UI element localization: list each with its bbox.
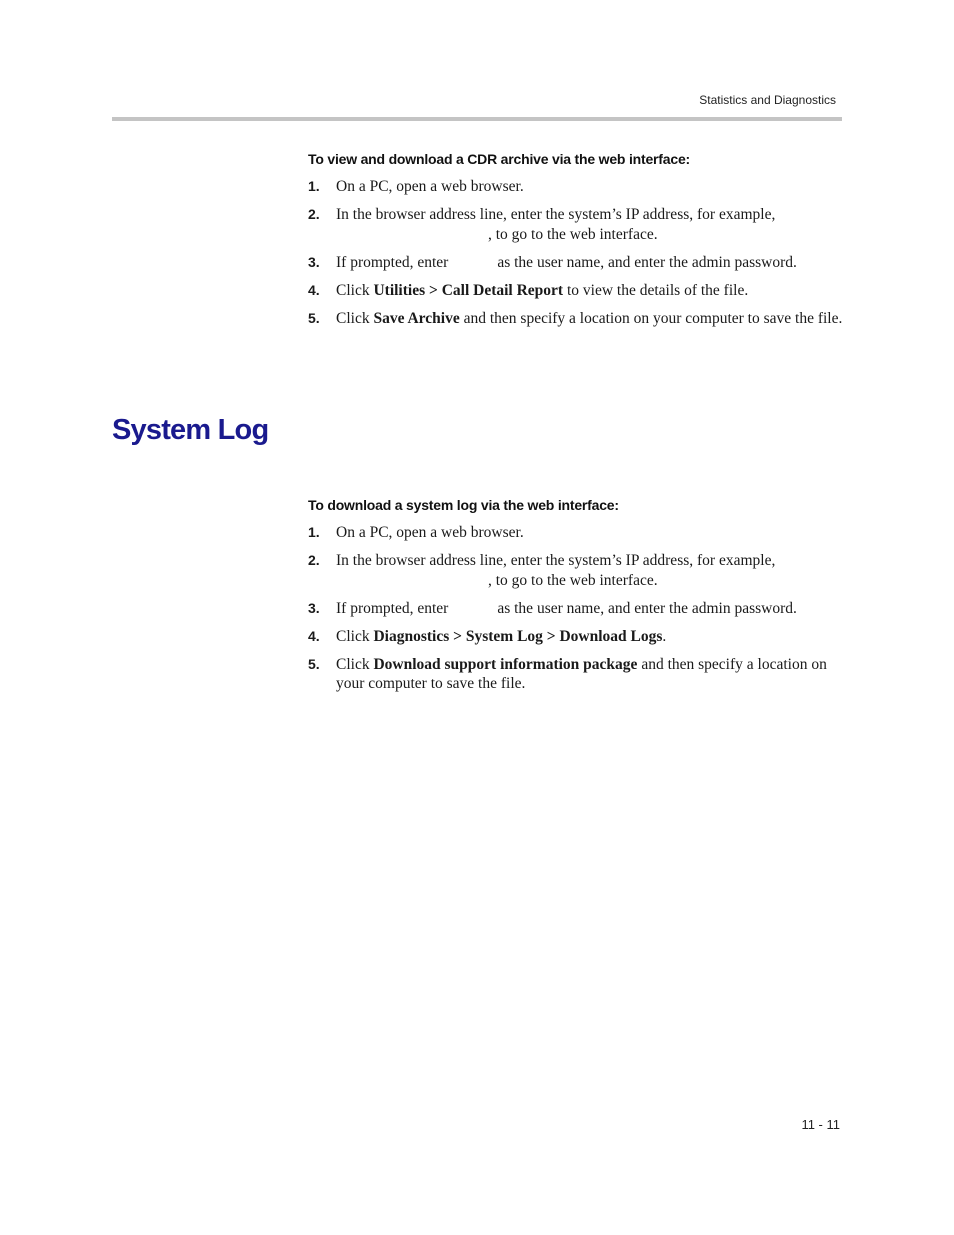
step-5 xyxy=(308,655,843,694)
step-list xyxy=(308,177,843,328)
procedure-title: To download a system log via the web interface: xyxy=(308,497,619,513)
step-number: 2. xyxy=(308,206,320,222)
step-number: 5. xyxy=(308,309,320,326)
menu-path: Diagnostics > System Log > Download Logs xyxy=(373,627,663,645)
running-header: Statistics and Diagnostics xyxy=(699,93,836,107)
step-text: Click xyxy=(336,627,374,645)
step-text-continued: and then specify a location on your computer to save the file. xyxy=(336,655,827,692)
menu-path: Utilities > Call Detail Report xyxy=(373,281,564,299)
step-1 xyxy=(308,177,843,197)
step-text-continued: . xyxy=(662,627,667,645)
step-1 xyxy=(308,523,843,543)
step-number: 1. xyxy=(308,178,320,194)
step-text-continued: to view the details of the file. xyxy=(563,281,749,299)
button-name: Download support information package xyxy=(373,655,638,673)
step-2 xyxy=(308,551,843,590)
step-text-continued: and then specify a location on your computer to save the file. xyxy=(459,309,843,327)
step-text: If prompted, enter xyxy=(336,599,449,617)
step-number: 5. xyxy=(308,655,320,672)
step-text: If prompted, enter xyxy=(336,253,449,271)
step-text: Click xyxy=(336,655,374,673)
header-rule xyxy=(112,117,842,121)
step-2 xyxy=(308,205,843,244)
step-number: 2. xyxy=(308,552,320,568)
step-number: 4. xyxy=(308,281,320,298)
button-name: Save Archive xyxy=(373,309,460,327)
step-3 xyxy=(308,253,843,273)
step-text: In the browser address line, enter the system’s IP address, for example, xyxy=(336,552,776,569)
step-number: 3. xyxy=(308,599,320,616)
section-title: System Log xyxy=(112,414,269,446)
step-4 xyxy=(308,627,843,647)
step-text: Click xyxy=(336,281,374,299)
step-text-continued: as the user name, and enter the admin password. xyxy=(497,599,797,617)
step-number: 1. xyxy=(308,524,320,540)
step-number: 4. xyxy=(308,627,320,644)
step-text: On a PC, open a web browser. xyxy=(336,524,524,541)
step-text-continued: , to go to the web interface. xyxy=(488,225,658,243)
cdr-procedure xyxy=(308,150,843,337)
step-5 xyxy=(308,309,843,329)
step-number: 3. xyxy=(308,253,320,270)
system-log-procedure xyxy=(308,496,843,702)
step-text-continued: , to go to the web interface. xyxy=(488,571,658,589)
step-text: In the browser address line, enter the system’s IP address, for example, xyxy=(336,206,776,223)
step-text-continued: as the user name, and enter the admin password. xyxy=(497,253,797,271)
step-3 xyxy=(308,599,843,619)
step-list xyxy=(308,523,843,694)
step-text: Click xyxy=(336,309,374,327)
step-text: On a PC, open a web browser. xyxy=(336,178,524,195)
page-number: 11 - 11 xyxy=(801,1117,840,1132)
step-4 xyxy=(308,281,843,301)
procedure-title: To view and download a CDR archive via the web interface: xyxy=(308,151,690,167)
